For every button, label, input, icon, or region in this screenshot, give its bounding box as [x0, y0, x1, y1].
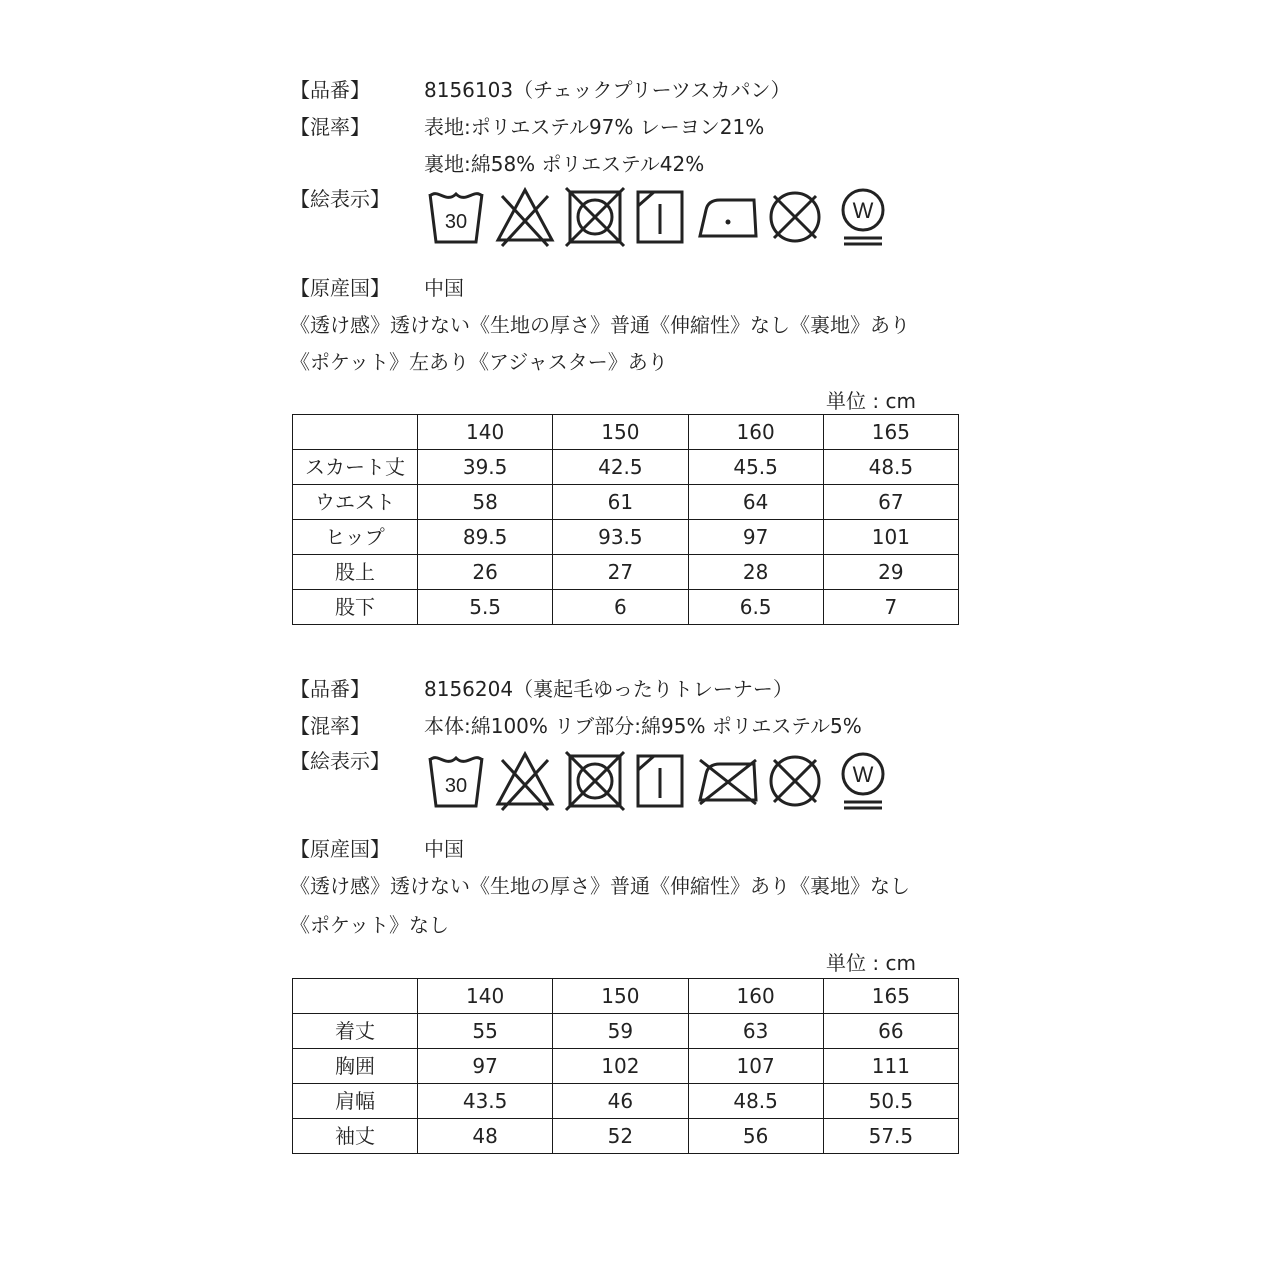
table-cell: 43.5	[418, 1084, 553, 1119]
table-row	[293, 450, 959, 485]
table-cell: 着丈	[293, 1014, 418, 1049]
ehyouji-label: 【絵表示】	[290, 749, 390, 773]
table-cell: 39.5	[418, 450, 553, 485]
table-cell: 50.5	[823, 1084, 958, 1119]
table-cell: 165	[823, 979, 958, 1014]
features-line-1: 《透け感》透けない《生地の厚さ》普通《伸縮性》なし《裏地》あり	[290, 313, 910, 337]
konritsu-line-1: 本体:綿100% リブ部分:綿95% ポリエステル5%	[424, 714, 862, 738]
table-cell: 肩幅	[293, 1084, 418, 1119]
table-cell: 56	[688, 1119, 823, 1154]
wet-clean-icon	[832, 748, 894, 814]
table-row	[293, 1014, 959, 1049]
table-cell: 140	[418, 979, 553, 1014]
no-iron-icon	[696, 748, 760, 814]
hinban-label: 【品番】	[290, 677, 370, 701]
wet-clean-letter: W	[852, 198, 874, 223]
table-cell	[293, 979, 418, 1014]
table-row	[293, 1084, 959, 1119]
table-cell: 160	[688, 979, 823, 1014]
table-row	[293, 520, 959, 555]
table-header-row	[293, 415, 959, 450]
gensankoku-value: 中国	[424, 276, 464, 300]
no-tumble-dry-icon	[564, 748, 626, 814]
table-row	[293, 555, 959, 590]
hinban-value: 8156204（裏起毛ゆったりトレーナー）	[424, 677, 793, 701]
table-cell: 89.5	[418, 520, 553, 555]
table-row	[293, 1119, 959, 1154]
table-cell: 55	[418, 1014, 553, 1049]
table-row	[293, 1049, 959, 1084]
no-dry-clean-icon	[764, 184, 826, 250]
table-cell: 袖丈	[293, 1119, 418, 1154]
table-cell: 67	[823, 485, 958, 520]
konritsu-label: 【混率】	[290, 115, 370, 139]
table-cell: 45.5	[688, 450, 823, 485]
gensankoku-label: 【原産国】	[290, 837, 390, 861]
wet-clean-icon	[832, 184, 894, 250]
konritsu-line-2: 裏地:綿58% ポリエステル42%	[424, 152, 705, 176]
hinban-label: 【品番】	[290, 78, 370, 102]
table-cell: 28	[688, 555, 823, 590]
table-cell: 97	[418, 1049, 553, 1084]
table-cell: 29	[823, 555, 958, 590]
hinban-value: 8156103（チェックプリーツスカパン）	[424, 78, 791, 102]
size-table	[292, 978, 959, 1154]
table-cell: 46	[553, 1084, 688, 1119]
table-cell: 165	[823, 415, 958, 450]
table-cell: 6	[553, 590, 688, 625]
table-cell: スカート丈	[293, 450, 418, 485]
table-cell: 107	[688, 1049, 823, 1084]
table-cell: 6.5	[688, 590, 823, 625]
table-cell: 股下	[293, 590, 418, 625]
table-cell: 48.5	[688, 1084, 823, 1119]
table-cell: 150	[553, 979, 688, 1014]
table-cell: 102	[553, 1049, 688, 1084]
table-cell	[293, 415, 418, 450]
table-cell: 101	[823, 520, 958, 555]
iron-low-icon	[696, 184, 760, 250]
table-cell: 59	[553, 1014, 688, 1049]
table-cell: ウエスト	[293, 485, 418, 520]
table-cell: 42.5	[553, 450, 688, 485]
ehyouji-label: 【絵表示】	[290, 187, 390, 211]
table-cell: 150	[553, 415, 688, 450]
table-row	[293, 485, 959, 520]
table-cell: 93.5	[553, 520, 688, 555]
no-tumble-dry-icon	[564, 184, 626, 250]
size-table	[292, 414, 959, 625]
features-line-1: 《透け感》透けない《生地の厚さ》普通《伸縮性》あり《裏地》なし	[290, 874, 910, 898]
table-cell: 5.5	[418, 590, 553, 625]
wash-30-icon	[424, 184, 488, 250]
table-cell: 7	[823, 590, 958, 625]
line-dry-shade-icon	[632, 184, 688, 250]
wash-temp-text: 30	[444, 211, 468, 233]
table-cell: 66	[823, 1014, 958, 1049]
features-line-2: 《ポケット》左あり《アジャスター》あり	[290, 350, 668, 374]
wash-temp-text: 30	[444, 775, 468, 797]
table-cell: 160	[688, 415, 823, 450]
gensankoku-value: 中国	[424, 837, 464, 861]
wet-clean-letter: W	[852, 762, 874, 787]
table-cell: 64	[688, 485, 823, 520]
wash-30-icon	[424, 748, 488, 814]
konritsu-line-1: 表地:ポリエステル97% レーヨン21%	[424, 115, 765, 139]
table-cell: 97	[688, 520, 823, 555]
table-cell: 48.5	[823, 450, 958, 485]
table-cell: ヒップ	[293, 520, 418, 555]
table-cell: 26	[418, 555, 553, 590]
table-cell: 58	[418, 485, 553, 520]
unit-label: 単位 : cm	[826, 389, 916, 413]
konritsu-label: 【混率】	[290, 714, 370, 738]
no-bleach-icon	[494, 748, 556, 814]
no-dry-clean-icon	[764, 748, 826, 814]
table-cell: 27	[553, 555, 688, 590]
table-cell: 52	[553, 1119, 688, 1154]
table-cell: 股上	[293, 555, 418, 590]
table-row	[293, 590, 959, 625]
table-cell: 140	[418, 415, 553, 450]
table-header-row	[293, 979, 959, 1014]
table-cell: 61	[553, 485, 688, 520]
unit-label: 単位 : cm	[826, 951, 916, 975]
table-cell: 胸囲	[293, 1049, 418, 1084]
table-cell: 48	[418, 1119, 553, 1154]
line-dry-shade-icon	[632, 748, 688, 814]
table-cell: 57.5	[823, 1119, 958, 1154]
features-line-2: 《ポケット》なし	[290, 913, 449, 937]
no-bleach-icon	[494, 184, 556, 250]
table-cell: 111	[823, 1049, 958, 1084]
gensankoku-label: 【原産国】	[290, 276, 390, 300]
table-cell: 63	[688, 1014, 823, 1049]
